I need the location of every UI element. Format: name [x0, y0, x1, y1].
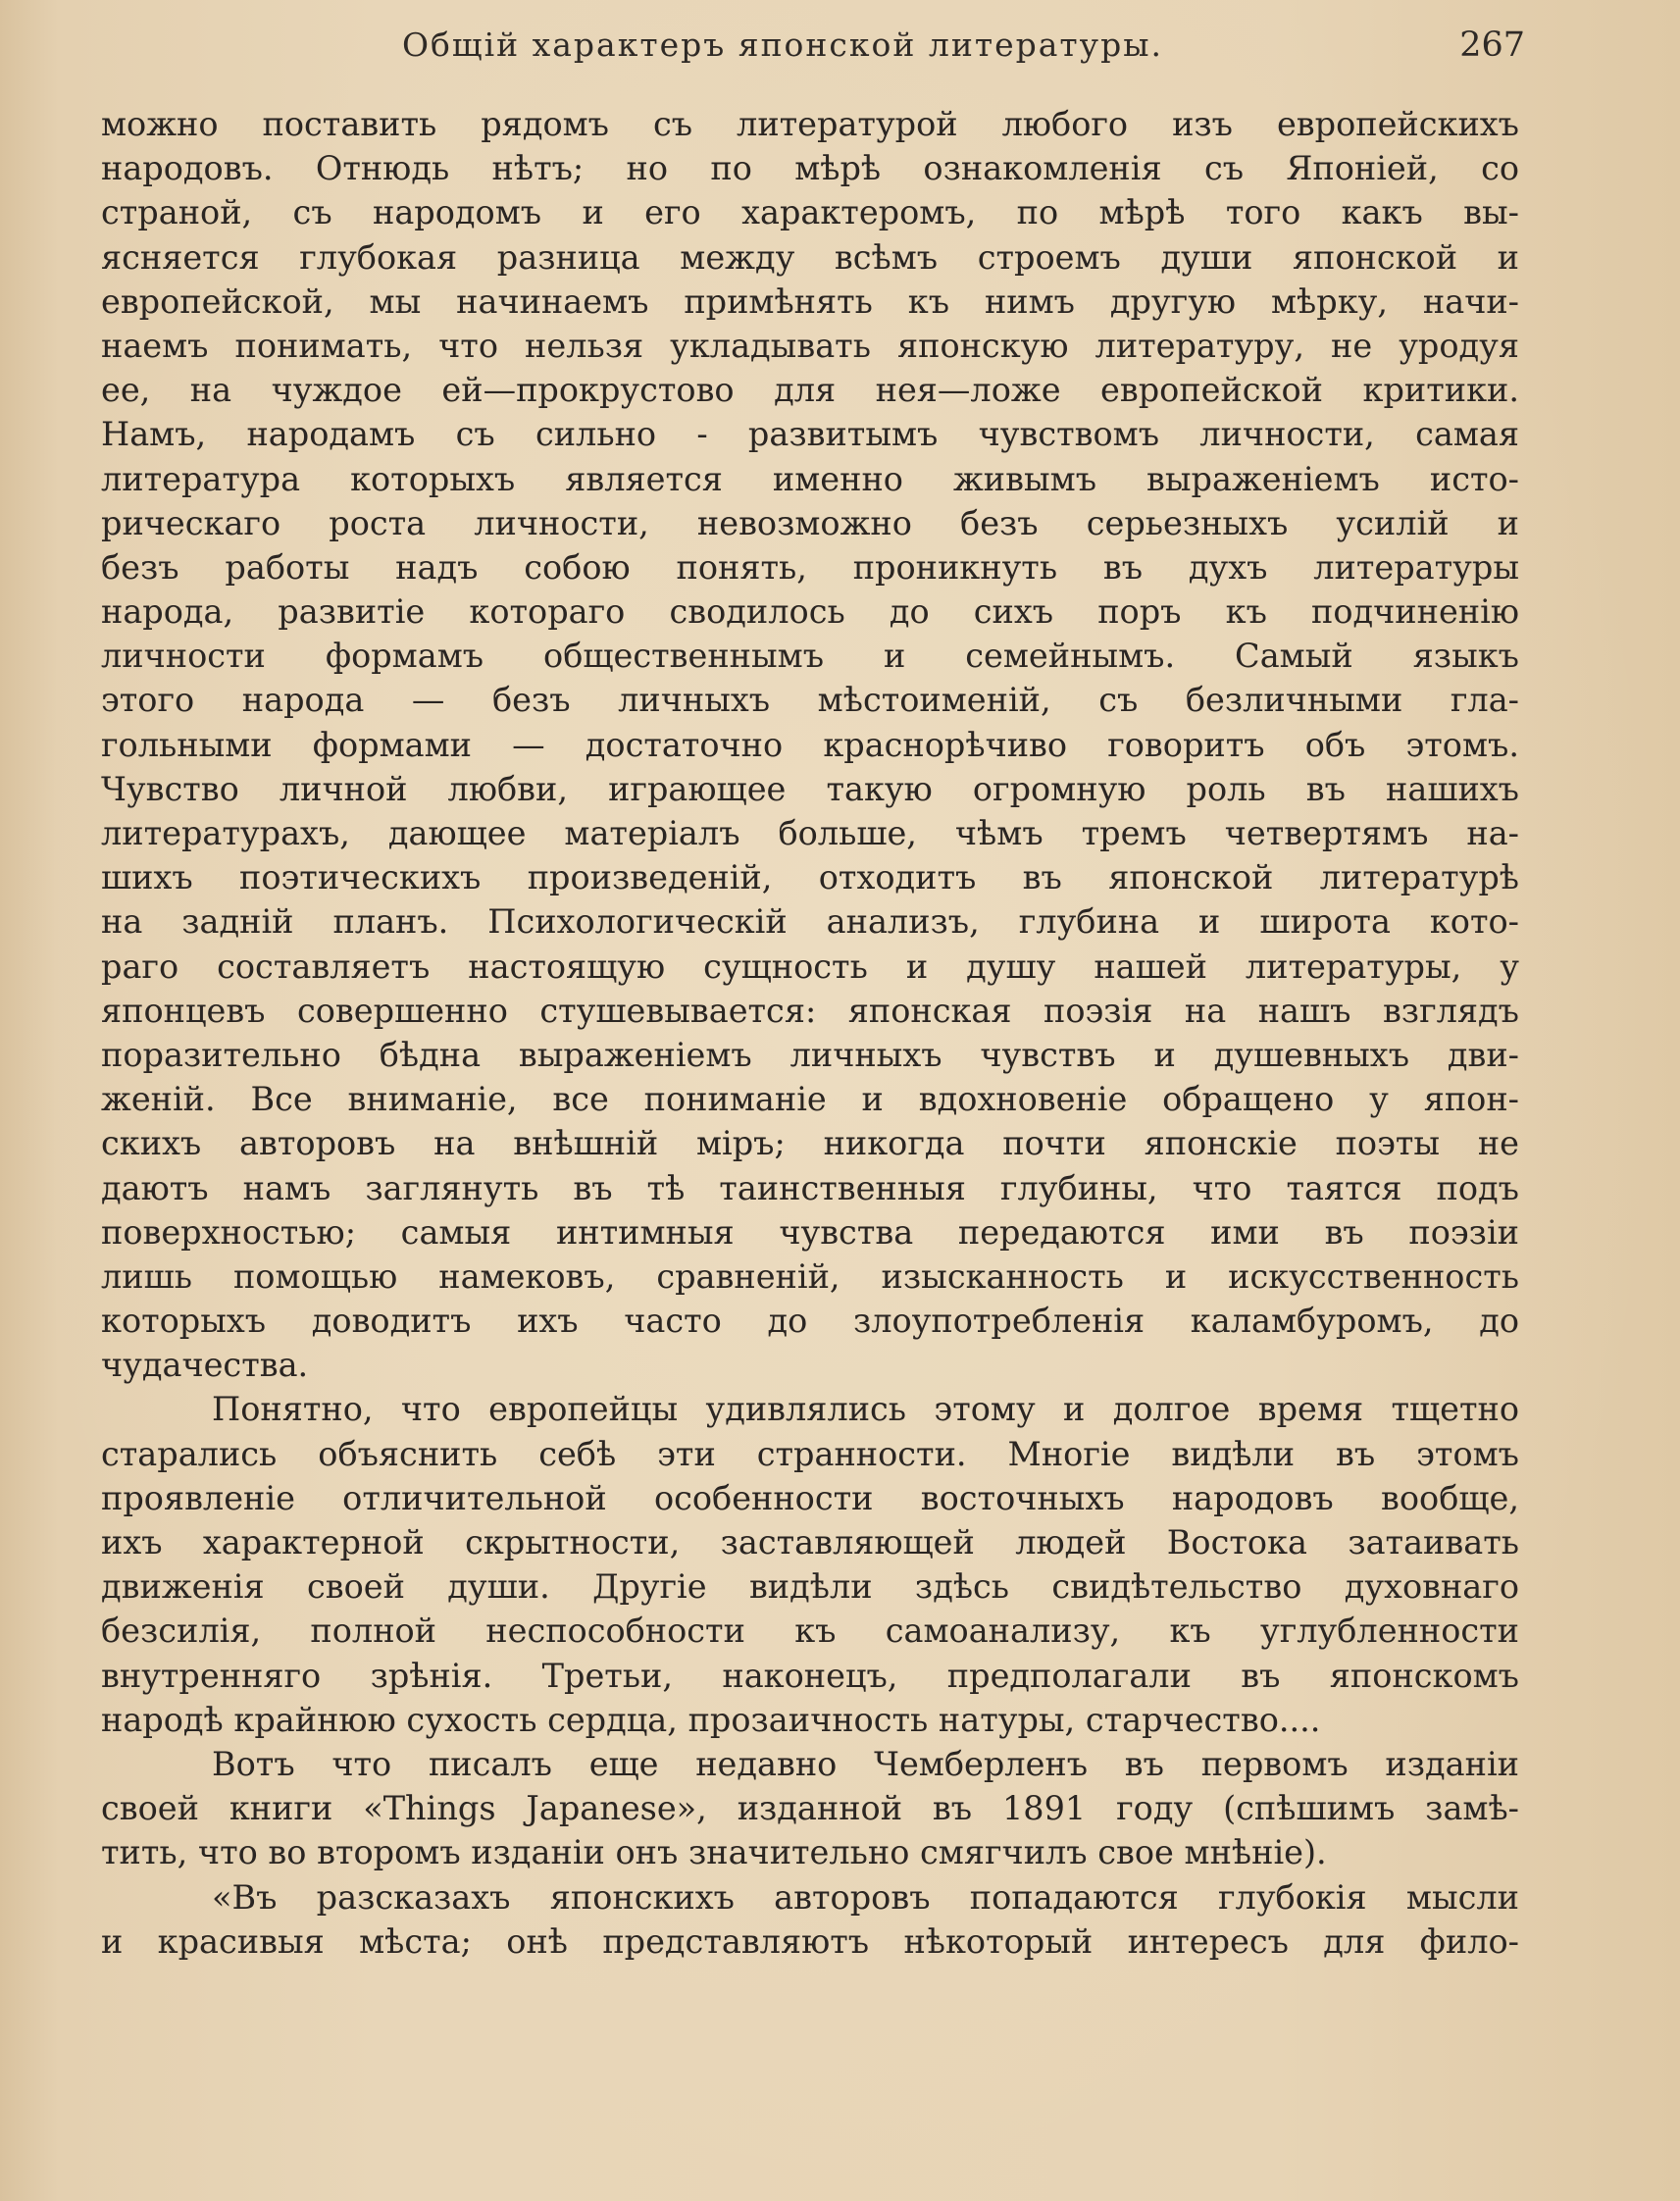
text-line: народовъ. Отнюдь нѣтъ; но по мѣрѣ ознакомленія съ Японіей, со — [101, 149, 1519, 188]
text-line: проявленіе отличительной особенности восточныхъ народовъ вообще, — [101, 1478, 1519, 1517]
text-line: и красивыя мѣста; онѣ представляютъ нѣкоторый интересъ для фило- — [101, 1921, 1519, 1961]
text-line: народа, развитіе котораго сводилось до сихъ поръ къ подчиненію — [101, 592, 1519, 632]
text-line: женій. Все вниманіе, все пониманіе и вдохновеніе обращено у япон- — [101, 1080, 1519, 1119]
text-line: лишь помощью намековъ, сравненій, изысканность и искусственность — [101, 1256, 1519, 1296]
text-line: ихъ характерной скрытности, заставляющей людей Востока затаивать — [101, 1523, 1519, 1561]
text-line: наемъ понимать, что нельзя укладывать японскую литературу, не уродуя — [101, 326, 1519, 365]
text-line: поразительно бѣдна выраженіемъ личныхъ чувствъ и душевныхъ дви- — [101, 1035, 1519, 1074]
page-number: 267 — [1459, 26, 1525, 65]
text-line: тить, что во второмъ изданіи онъ значительно смягчилъ свое мнѣніе). — [101, 1833, 1327, 1872]
text-line: гольными формами — достаточно краснорѣчиво говоритъ объ этомъ. — [101, 725, 1519, 764]
text-line: личности формамъ общественнымъ и семейнымъ. Самый языкъ — [101, 637, 1519, 676]
text-line: своей книги «Things Japanese», изданной въ 1891 году (спѣшимъ замѣ- — [101, 1789, 1519, 1828]
text-line: можно поставить рядомъ съ литературой любого изъ европейскихъ — [101, 105, 1519, 143]
text-line: европейской, мы начинаемъ примѣнять къ нимъ другую мѣрку, начи- — [101, 282, 1519, 321]
text-line: которыхъ доводитъ ихъ часто до злоупотребленія каламбуромъ, до — [101, 1302, 1519, 1341]
text-line: ее, на чуждое ей—прокрустово для нея—ложе европейской критики. — [101, 371, 1519, 410]
text-line: народѣ крайнюю сухость сердца, прозаичность натуры, старчество.... — [101, 1700, 1321, 1739]
running-head — [103, 26, 1525, 75]
text-line: литература которыхъ является именно живымъ выраженіемъ исто- — [101, 459, 1519, 498]
text-line: Понятно, что европейцы удивлялись этому и долгое время тщетно — [212, 1390, 1519, 1429]
text-line: старались объяснить себѣ эти странности. Многіе видѣли въ этомъ — [101, 1434, 1519, 1473]
text-line: раго составляетъ настоящую сущность и душу нашей литературы, у — [101, 947, 1519, 986]
text-line: внутренняго зрѣнія. Третьи, наконецъ, предполагали въ японскомъ — [101, 1656, 1519, 1695]
text-line: японцевъ совершенно стушевывается: японская поэзія на нашъ взглядъ — [101, 991, 1519, 1030]
text-line: страной, съ народомъ и его характеромъ, по мѣрѣ того какъ вы- — [101, 193, 1519, 232]
text-line: Намъ, народамъ съ сильно - развитымъ чувствомъ личности, самая — [101, 415, 1519, 454]
text-line: рическаго роста личности, невозможно безъ серьезныхъ усилій и — [101, 503, 1519, 542]
text-line: этого народа — безъ личныхъ мѣстоименій, съ безличными гла- — [101, 681, 1519, 720]
text-line: даютъ намъ заглянуть въ тѣ таинственныя глубины, что таятся подъ — [101, 1168, 1519, 1207]
text-line: Вотъ что писалъ еще недавно Чемберленъ въ первомъ изданіи — [212, 1744, 1519, 1783]
text-line: безсилія, полной неспособности къ самоанализу, къ углубленности — [101, 1612, 1519, 1651]
text-line: «Въ разсказахъ японскихъ авторовъ попадаются глубокія мысли — [212, 1877, 1519, 1917]
text-line: чудачества. — [101, 1346, 309, 1385]
text-line: скихъ авторовъ на внѣшній міръ; никогда почти японскіе поэты не — [101, 1124, 1519, 1163]
text-line: на задній планъ. Психологическій анализъ, глубина и широта кото- — [101, 902, 1519, 942]
body-text — [101, 102, 1519, 1964]
text-line: ясняется глубокая разница между всѣмъ строемъ души японской и — [101, 237, 1519, 277]
text-line: литературахъ, дающее матеріалъ больше, чѣмъ тремъ четвертямъ на- — [101, 814, 1519, 852]
text-line: движенія своей души. Другіе видѣли здѣсь свидѣтельство духовнаго — [101, 1567, 1519, 1607]
text-line: поверхностью; самыя интимныя чувства передаются ими въ поэзіи — [101, 1212, 1519, 1252]
running-title: Общій характеръ японской литературы. — [402, 26, 1163, 64]
text-line: безъ работы надъ собою понять, проникнуть въ духъ литературы — [101, 547, 1519, 587]
text-line: шихъ поэтическихъ произведеній, отходитъ въ японской литературѣ — [101, 858, 1519, 897]
text-line: Чувство личной любви, играющее такую огромную роль въ нашихъ — [101, 769, 1519, 808]
